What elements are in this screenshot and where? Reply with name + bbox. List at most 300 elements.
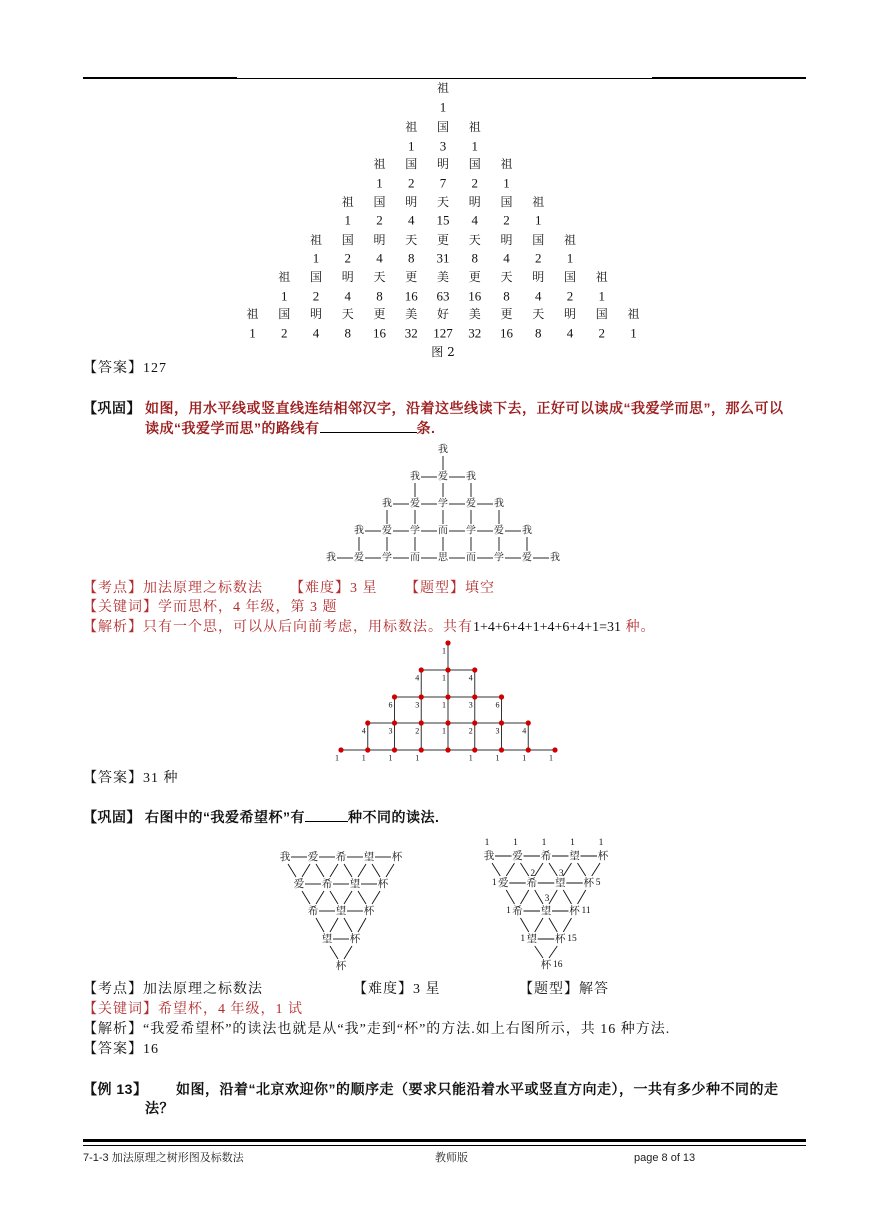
diagonal-link: [578, 863, 586, 876]
type-value: 填空: [465, 581, 495, 596]
pyramid-count: 1: [281, 288, 288, 304]
diagonal-link: [330, 946, 338, 959]
diagonal-link: [344, 891, 352, 904]
triangle-node: 杯: [377, 878, 389, 890]
triangle-node: 希: [540, 850, 552, 862]
pyramid-char: 祖: [532, 195, 545, 209]
word-node: 我: [410, 471, 420, 483]
pyramid-char: 国: [405, 157, 418, 171]
pyramid-char: 明: [532, 270, 545, 284]
analysis-label: 【解析】: [83, 1022, 143, 1037]
triangle-node: 希: [526, 877, 537, 889]
diagonal-link: [288, 864, 296, 877]
triangle-node: 杯: [583, 877, 594, 889]
lattice-node: [445, 667, 450, 672]
diagonal-link: [535, 890, 543, 904]
pyramid-count: 2: [598, 325, 605, 341]
pyramid-count: 4: [312, 325, 320, 341]
pyramid-count: 8: [408, 250, 415, 266]
topic-label: 【考点】: [83, 581, 143, 596]
pyramid-count: 8: [503, 288, 510, 304]
path-count: 16: [553, 960, 563, 970]
pyramid-char: 祖: [500, 157, 513, 171]
pyramid-char: 美: [436, 270, 450, 284]
answer-blank: [305, 807, 348, 822]
figure-word-grid: [326, 443, 560, 564]
diagonal-link: [316, 864, 324, 877]
pyramid-char: 天: [405, 233, 418, 247]
answer-blank: [320, 418, 417, 433]
lattice-count: 1: [442, 646, 446, 656]
diagonal-link: [549, 946, 557, 958]
triangle-node: 爱: [512, 850, 523, 862]
footer-page-number: page 8 of 13: [634, 1152, 696, 1164]
word-node: 学: [382, 552, 392, 564]
pyramid-char: 祖: [563, 233, 577, 247]
lattice-node: [392, 720, 397, 725]
header-rule-right-thick: [652, 77, 806, 79]
diagonal-link: [521, 863, 529, 876]
pyramid-count: 4: [566, 325, 574, 341]
answer-value: 31 种: [143, 771, 179, 786]
pyramid-count: 16: [500, 325, 513, 341]
pyramid-count: 1: [249, 325, 256, 341]
lattice-count: 3: [415, 700, 420, 710]
pyramid-count: 2: [471, 175, 478, 191]
path-count: 11: [581, 906, 591, 916]
answer-value: 127: [143, 361, 167, 376]
word-node: 我: [438, 444, 448, 456]
lattice-count: 4: [415, 673, 420, 683]
example-13-label: 【例 13】: [83, 1081, 148, 1097]
pyramid-count: 63: [436, 288, 450, 304]
topic-label: 【考点】: [83, 982, 143, 997]
pyramid-char: 祖: [341, 195, 354, 209]
pyramid-char: 国: [309, 270, 323, 284]
difficulty-value: 3 星: [413, 982, 441, 997]
pyramid-char: 明: [373, 233, 386, 247]
pyramid-count: 2: [503, 212, 510, 228]
diagonal-link: [506, 863, 514, 876]
answer-label: 【答案】: [83, 361, 143, 376]
diagonal-link: [535, 918, 543, 932]
word-node: 爱: [410, 498, 420, 510]
pyramid-char: 祖: [627, 307, 640, 321]
pyramid-char: 明: [309, 307, 323, 321]
pyramid-count: 15: [436, 212, 450, 228]
question-text-end: 种不同的读法.: [348, 809, 440, 825]
analysis-text: “我爱希望杯”的读法也就是从“我”走到“杯”的方法.如上右图所示，共 16 种方法.: [143, 1022, 671, 1037]
word-node: 爱: [522, 552, 532, 564]
footer-edition: 教师版: [435, 1152, 468, 1164]
keywords-label: 【关键词】: [83, 600, 158, 615]
triangle-node: 望: [321, 933, 333, 945]
analysis-label: 【解析】: [83, 620, 143, 635]
pyramid-count: 31: [436, 250, 450, 266]
pyramid-count: 16: [468, 288, 482, 304]
diagonal-link: [535, 863, 543, 876]
pyramid-count: 1: [376, 175, 383, 191]
difficulty-value: 3 星: [350, 581, 378, 596]
pyramid-count: 2: [535, 250, 542, 266]
lattice-count: 1: [468, 753, 473, 763]
diagonal-link: [358, 918, 366, 932]
lattice-node: [526, 720, 531, 725]
topic-value: 加法原理之标数法: [143, 982, 263, 997]
pyramid-char: 国: [278, 307, 291, 321]
pyramid-char: 天: [468, 233, 481, 247]
lattice-node: [472, 694, 477, 699]
topic-1: [83, 580, 263, 598]
pyramid-char: 国: [563, 270, 577, 284]
triangle-node: 爱: [307, 851, 319, 863]
lattice-count: 1: [388, 753, 393, 763]
pyramid-char: 好: [436, 307, 450, 321]
diagonal-link: [563, 863, 571, 876]
pyramid-count: 2: [408, 175, 415, 191]
triangle-node: 希: [321, 878, 333, 890]
pyramid-char: 国: [595, 307, 608, 321]
footer-rule-thick: [83, 1139, 806, 1142]
diagonal-link: [578, 890, 586, 904]
figure-lattice: [335, 640, 558, 762]
pyramid-char: 祖: [373, 157, 386, 171]
word-node: 学: [438, 498, 448, 510]
lattice-node: [472, 667, 477, 672]
diagonal-link: [563, 890, 571, 904]
diagonal-link: [372, 864, 380, 877]
pyramid-char: 祖: [278, 270, 291, 284]
lattice-count: 2: [468, 726, 473, 736]
triangle-node: 杯: [391, 851, 403, 863]
pyramid-count: 1: [344, 212, 351, 228]
lattice-count: 2: [415, 726, 420, 736]
pyramid-char: 明: [405, 195, 418, 209]
word-node: 爱: [354, 552, 364, 564]
footer-course-title: 7-1-3 加法原理之树形图及标数法: [83, 1152, 244, 1164]
pyramid-count: 1: [566, 250, 574, 266]
word-node: 而: [466, 552, 476, 564]
pyramid-count: 4: [376, 250, 383, 266]
diagonal-link: [521, 918, 529, 932]
pyramid-count: 1: [535, 212, 542, 228]
pyramid-char: 明: [563, 307, 577, 321]
lattice-count: 1: [442, 700, 446, 710]
lattice-node: [499, 747, 504, 752]
figure-pyramid: [246, 80, 639, 359]
lattice-node: [499, 694, 504, 699]
analysis-formula: 1+4+6+4+1+4+6+4+1=31: [473, 620, 622, 635]
lattice-count: 6: [495, 700, 500, 710]
pyramid-count: 32: [404, 325, 418, 341]
example-13-line1: 如图，沿着“北京欢迎你”的顺序走（要求只能沿着水平或竖直方向走），一共有多少种不同的走: [176, 1081, 779, 1097]
lattice-node: [445, 720, 450, 725]
triangle-node: 我: [279, 851, 291, 863]
lattice-count: 1: [415, 753, 420, 763]
word-node: 我: [522, 525, 532, 537]
type-label: 【题型】: [519, 982, 579, 997]
triangle-node: 希: [512, 905, 523, 917]
pyramid-count: 8: [344, 325, 351, 341]
triangle-node: 杯: [349, 933, 361, 945]
pyramid-count: 127: [433, 325, 453, 341]
footer-rule-thin: [83, 1145, 806, 1146]
lattice-node: [526, 747, 531, 752]
pyramid-count: 32: [468, 325, 482, 341]
keywords-2: [83, 1001, 303, 1019]
consolidation-2-label: 【巩固】: [83, 809, 141, 825]
type-value: 解答: [579, 982, 609, 997]
pyramid-char: 美: [405, 307, 418, 321]
pyramid-char: 更: [500, 307, 513, 321]
triangle-node: 杯: [363, 905, 375, 917]
consolidation-1-line2: [145, 418, 435, 438]
triangle-node: 望: [540, 905, 552, 917]
triangle-node: 杯: [540, 959, 552, 971]
word-node: 学: [466, 525, 476, 537]
keywords-value: 学而思杯，4 年级，第 3 题: [158, 600, 338, 615]
pyramid-char: 祖: [246, 307, 259, 321]
pyramid-char: 祖: [468, 120, 481, 134]
pyramid-char: 祖: [309, 233, 323, 247]
word-node: 思: [438, 552, 448, 564]
pyramid-char: 天: [373, 270, 386, 284]
diagonal-link: [358, 864, 366, 877]
triangle-node: 杯: [597, 850, 609, 862]
question-text-end: 条.: [416, 420, 436, 436]
pyramid-count: 2: [281, 325, 288, 341]
lattice-node: [472, 720, 477, 725]
pyramid-char: 明: [436, 157, 450, 171]
lattice-node: [365, 720, 370, 725]
diagonal-link: [592, 863, 600, 876]
answer-label: 【答案】: [83, 771, 143, 786]
consolidation-1-line1: 如图，用水平线或竖直线连结相邻汉字，沿着这些线读下去，正好可以读成“我爱学而思”，那么可以: [145, 400, 784, 416]
lattice-count: 4: [361, 726, 366, 736]
pyramid-char: 明: [468, 195, 481, 209]
path-count: 3: [558, 869, 564, 879]
keywords-1: [83, 599, 338, 617]
pyramid-char: 国: [436, 120, 450, 134]
analysis-text: 只有一个思，可以从后向前考虑，用标数法。共有: [143, 620, 473, 635]
pyramid-char: 美: [468, 307, 481, 321]
diagonal-link: [549, 918, 557, 932]
diagonal-link: [302, 864, 310, 877]
diagonal-link: [506, 890, 514, 904]
path-count: 1: [513, 838, 518, 848]
question-text: 读成“我爱学而思”的路线有: [145, 420, 320, 436]
type-2: [519, 981, 609, 999]
lattice-count: 6: [388, 700, 393, 710]
word-node: 我: [466, 471, 476, 483]
pyramid-count: 1: [408, 138, 415, 154]
pyramid-count: 4: [503, 250, 510, 266]
word-node: 爱: [382, 525, 392, 537]
lattice-node: [419, 720, 424, 725]
lattice-node: [472, 747, 477, 752]
pyramid-count: 16: [373, 325, 386, 341]
pyramid-count: 16: [404, 288, 418, 304]
pyramid-count: 4: [344, 288, 351, 304]
pyramid-char: 更: [405, 270, 418, 284]
triangle-node: 望: [363, 851, 375, 863]
word-node: 学: [410, 525, 420, 537]
word-node: 我: [354, 525, 364, 537]
lattice-node: [419, 667, 424, 672]
type-label: 【题型】: [405, 581, 465, 596]
diagonal-link: [344, 864, 352, 877]
difficulty-label: 【难度】: [290, 581, 350, 596]
diagonal-link: [492, 863, 500, 876]
answer-label: 【答案】: [83, 1042, 143, 1057]
diagonal-link: [549, 890, 557, 904]
pyramid-count: 4: [471, 212, 478, 228]
pyramid-count: 2: [344, 250, 351, 266]
pyramid-char: 更: [373, 307, 386, 321]
difficulty-1: [290, 580, 378, 598]
lattice-count: 3: [468, 700, 473, 710]
pyramid-char: 明: [500, 233, 513, 247]
pyramid-count: 8: [471, 250, 478, 266]
answer-1: [83, 360, 167, 378]
header-rule-left-thick: [83, 77, 237, 79]
pyramid-char: 国: [500, 195, 513, 209]
lattice-node: [445, 640, 450, 645]
pyramid-char: 国: [341, 233, 354, 247]
diagonal-link: [316, 918, 324, 932]
diagonal-link: [386, 864, 394, 877]
triangle-node: 希: [307, 905, 319, 917]
analysis-2: [83, 1021, 670, 1039]
triangle-node: 望: [555, 877, 566, 889]
analysis-1: [83, 619, 656, 637]
triangle-node: 爱: [498, 877, 509, 889]
pyramid-count: 2: [376, 212, 383, 228]
topic-2: [83, 981, 263, 999]
pyramid-count: 2: [312, 288, 320, 304]
lattice-count: 1: [522, 753, 527, 763]
pyramid-char: 明: [341, 270, 354, 284]
pyramid-count: 8: [535, 325, 542, 341]
lattice-count: 1: [442, 726, 446, 736]
lattice-count: 1: [442, 673, 446, 683]
pyramid-count: 1: [630, 325, 637, 341]
lattice-node: [338, 747, 343, 752]
pyramid-count: 2: [566, 288, 574, 304]
diagonal-link: [358, 891, 366, 904]
figure-triangle-left: [280, 850, 403, 972]
triangle-node: 我: [483, 850, 495, 862]
diagonal-link: [535, 946, 543, 958]
pyramid-count: 1: [312, 250, 320, 266]
triangle-node: 杯: [569, 905, 580, 917]
diagonal-link: [330, 918, 338, 932]
keywords-value: 希望杯，4 年级，1 试: [158, 1002, 303, 1017]
answer-value: 16: [143, 1042, 159, 1057]
lattice-count: 3: [388, 726, 393, 736]
lattice-count: 1: [495, 753, 500, 763]
triangle-node: 望: [569, 850, 580, 862]
lattice-node: [392, 694, 397, 699]
lattice-count: 4: [522, 726, 527, 736]
diagonal-link: [549, 863, 557, 876]
word-node: 学: [494, 552, 504, 564]
lattice-node: [499, 720, 504, 725]
pyramid-count: 7: [439, 175, 447, 191]
diagonal-link: [330, 891, 338, 904]
lattice-count: 1: [549, 753, 553, 763]
pyramid-char: 国: [373, 195, 386, 209]
analysis-end: 种。: [621, 620, 656, 635]
pyramid-char: 天: [341, 307, 354, 321]
word-node: 我: [326, 552, 336, 564]
triangle-node: 杯: [555, 933, 566, 945]
path-count: 1: [506, 906, 511, 916]
triangle-node: 希: [335, 851, 347, 863]
pyramid-char: 天: [532, 307, 545, 321]
path-count: 15: [567, 934, 577, 944]
pyramid-count: 3: [439, 138, 447, 154]
topic-value: 加法原理之标数法: [143, 581, 263, 596]
pyramid-char: 祖: [436, 81, 450, 95]
pyramid-count: 1: [598, 288, 605, 304]
answer-3: [83, 1041, 159, 1059]
question-text: 右图中的“我爱希望杯”有: [145, 809, 305, 825]
word-node: 爱: [494, 525, 504, 537]
pyramid-char: 天: [436, 195, 450, 209]
path-count: 3: [544, 894, 550, 904]
consolidation-2-text: [145, 807, 439, 827]
word-node: 爱: [466, 498, 476, 510]
path-count: 1: [598, 838, 604, 848]
path-count: 1: [520, 934, 526, 944]
diagonal-link: [316, 891, 324, 904]
pyramid-count: 1: [439, 99, 447, 115]
triangle-node: 望: [335, 905, 347, 917]
pyramid-count: 1: [503, 175, 510, 191]
path-count: 1: [570, 838, 575, 848]
pyramid-char: 国: [532, 233, 545, 247]
diagonal-link: [330, 864, 338, 877]
diagonal-link: [344, 946, 352, 959]
path-count: 1: [491, 878, 497, 888]
lattice-count: 3: [495, 726, 500, 736]
lattice-node: [392, 747, 397, 752]
lattice-node: [419, 747, 424, 752]
word-node: 我: [494, 498, 504, 510]
triangle-node: 爱: [293, 878, 305, 890]
path-count: 5: [595, 878, 601, 888]
pyramid-char: 祖: [595, 270, 608, 284]
difficulty-2: [353, 981, 441, 999]
pyramid-count: 8: [376, 288, 383, 304]
path-count: 1: [484, 838, 490, 848]
difficulty-label: 【难度】: [353, 982, 413, 997]
lattice-node: [365, 747, 370, 752]
word-node: 爱: [438, 471, 448, 483]
pyramid-char: 天: [500, 270, 513, 284]
diagonal-link: [372, 891, 380, 904]
word-node: 我: [550, 552, 560, 564]
pyramid-count: 1: [471, 138, 478, 154]
figure-triangle-right: [484, 838, 609, 971]
type-1: [405, 580, 495, 598]
pyramid-count: 4: [535, 288, 542, 304]
figure-caption: 图 2: [431, 345, 455, 359]
pyramid-char: 更: [468, 270, 481, 284]
lattice-node: [445, 694, 450, 699]
triangle-node: 望: [526, 933, 537, 945]
